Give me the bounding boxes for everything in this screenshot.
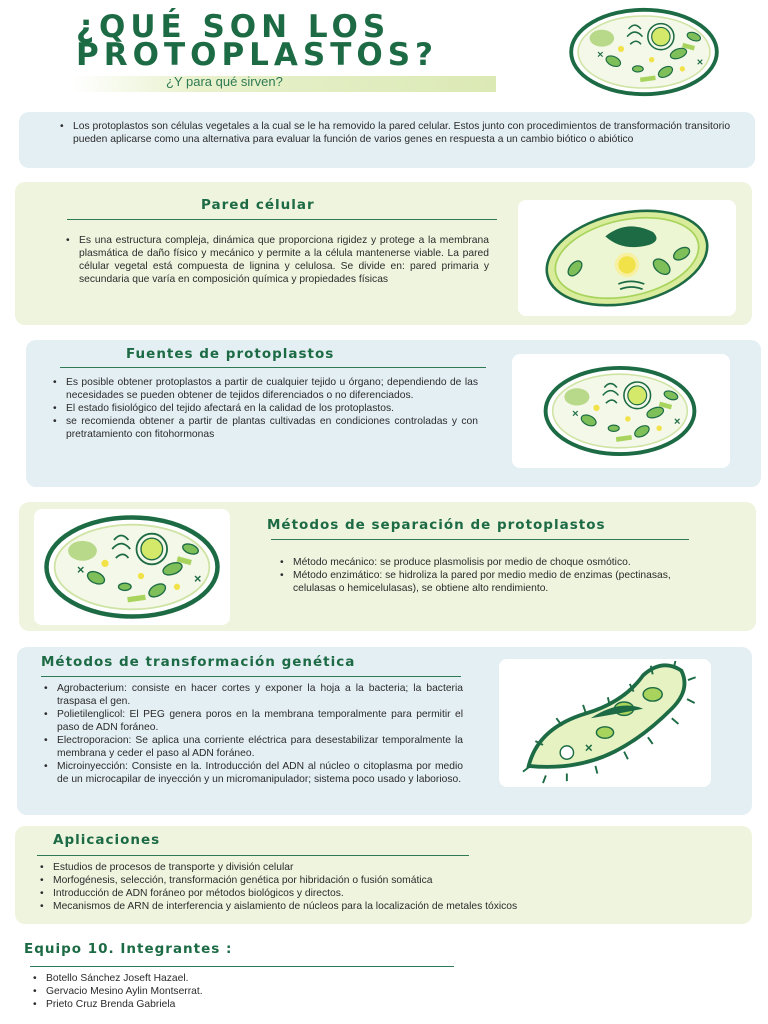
intro-card <box>19 112 755 168</box>
list-item: • Método mecánico: se produce plasmolisis por medio de choque osmótico. <box>277 556 697 569</box>
list-item: • Estudios de procesos de transporte y división celular <box>37 861 737 874</box>
separacion-divider <box>271 539 689 540</box>
fuentes-list <box>50 376 478 441</box>
transformacion-divider <box>41 676 461 677</box>
list-item: • Botello Sánchez Joseft Hazael. <box>30 972 430 985</box>
fuentes-divider <box>60 367 486 368</box>
fuentes-card <box>26 340 761 487</box>
equipo-title: Equipo 10. Integrantes : <box>24 941 233 957</box>
paramecium-icon <box>499 659 711 787</box>
list-item: • Agrobacterium: consiste en hacer cortes y exponer la hoja a la bacteria; la bacteria traspasa el gen. <box>41 682 463 708</box>
separacion-card <box>19 502 756 631</box>
list-item: • Es posible obtener protoplastos a partir de cualquier tejido u órgano; dependiendo de las necesidades se pueden obtener de tejidos diferenciados o no diferenciados. <box>50 376 478 402</box>
list-item: • El estado fisiológico del tejido afectará en la calidad de los protoplastos. <box>50 402 478 415</box>
aplicaciones-divider <box>37 855 469 856</box>
separacion-image <box>34 509 230 625</box>
plant-cell-wall-icon <box>518 200 736 316</box>
equipo-list <box>30 972 430 1011</box>
list-item: • Morfogénesis, selección, transformación genética por hibridación o fusión somática <box>37 874 737 887</box>
intro-list <box>57 120 737 146</box>
list-item: • Introducción de ADN foráneo por métodos biológicos y directos. <box>37 887 737 900</box>
plant-cell-icon <box>512 354 730 468</box>
page-title-line-1: ¿QUÉ SON LOS <box>76 9 391 45</box>
list-item: • Los protoplastos son células vegetales a la cual se le ha removido la pared celular. Estos junto con procedimientos de transformación transitorio pueden aplicarse como una alternativa para evaluar la función de varios genes en respuesta a un cambio biótico o abiótico <box>57 120 737 146</box>
page-title-line-2: PROTOPLASTOS? <box>76 37 439 73</box>
separacion-title: Métodos de separación de protoplastos <box>267 517 606 533</box>
equipo-divider <box>30 966 454 967</box>
list-item: • Prieto Cruz Brenda Gabriela <box>30 998 430 1011</box>
list-item: • Mecanismos de ARN de interferencia y aislamiento de núcleos para la localización de metales tóxicos <box>37 900 737 913</box>
list-item: • Método enzimático: se hidroliza la pared por medio medio de enzimas (pectinasas, celulasas o hemicelulasas), se obtiene alto rendimiento. <box>277 569 697 595</box>
aplicaciones-title: Aplicaciones <box>53 832 161 848</box>
aplicaciones-card <box>15 826 752 924</box>
plant-cell-icon <box>34 509 230 625</box>
fuentes-image <box>512 354 730 468</box>
pared-image <box>518 200 736 316</box>
page-subtitle: ¿Y para qué sirven? <box>166 74 283 89</box>
pared-card <box>15 182 752 325</box>
list-item: • Electroporacion: Se aplica una corriente eléctrica para desestabilizar temporalmente la membrana y ceder el paso al ADN foráneo. <box>41 734 463 760</box>
transformacion-list <box>41 682 463 786</box>
list-item: • Es una estructura compleja, dinámica que proporciona rigidez y protege a la membrana plasmática de daño físico y mecánico y permite a la célula mantenerse viable. La pared célular vegetal está compuesta de lignina y celulosa. Se divide en: pared primaria y secundaria que varía en composición química y propiedades físicas <box>63 234 489 286</box>
list-item: • Microinyección: Consiste en la. Introducción del ADN al núcleo o citoplasma por medio de un microcapilar de inyección y un micromanipulador; sistema poco usado y laborioso. <box>41 760 463 786</box>
pared-title: Pared célular <box>201 197 315 213</box>
transformacion-image <box>499 659 711 787</box>
list-item: • Polietilenglicol: El PEG genera poros en la membrana temporalmente para permitir el paso de ADN foráneo. <box>41 708 463 734</box>
pared-list <box>63 234 489 286</box>
aplicaciones-list <box>37 861 737 913</box>
list-item: • se recomienda obtener a partir de plantas cultivadas en condiciones controladas y con pretratamiento con fitohormonas <box>50 415 478 441</box>
pared-divider <box>67 219 497 220</box>
separacion-list <box>277 556 697 595</box>
subtitle-bar <box>72 76 496 92</box>
plant-cell-icon <box>554 6 734 98</box>
list-item: • Gervacio Mesino Aylin Montserrat. <box>30 985 430 998</box>
transformacion-card <box>17 647 752 815</box>
transformacion-title: Métodos de transformación genética <box>41 654 356 670</box>
fuentes-title: Fuentes de protoplastos <box>126 346 335 362</box>
